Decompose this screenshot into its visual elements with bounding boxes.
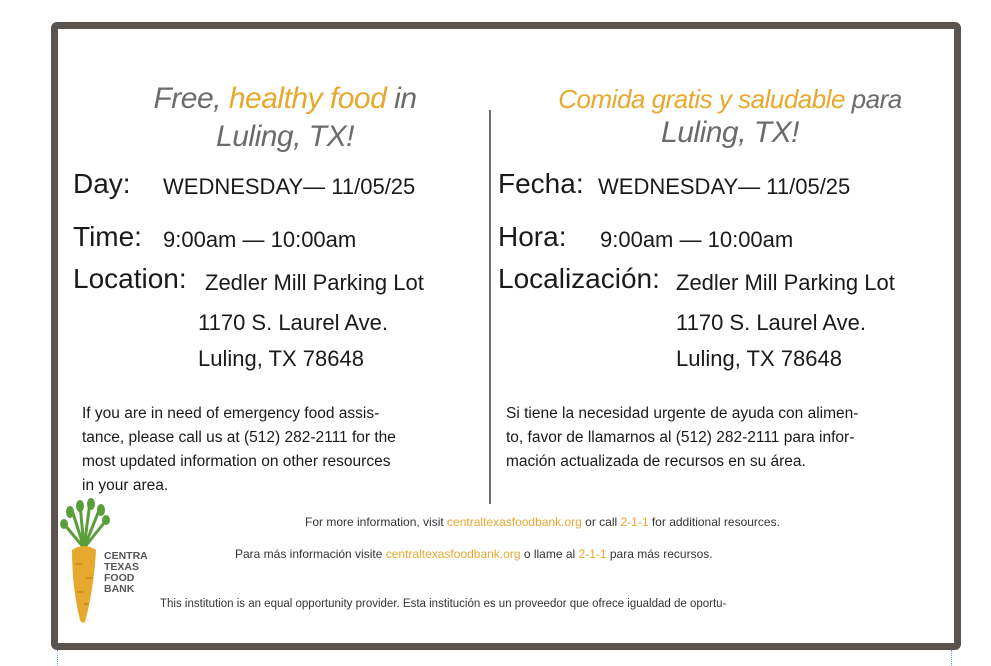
right-time-label: Hora: <box>498 221 567 252</box>
column-divider <box>489 110 491 504</box>
right-title-text-end: para <box>844 84 902 114</box>
right-location-line1: Zedler Mill Parking Lot <box>676 270 895 295</box>
left-title-highlight: healthy food <box>228 82 387 115</box>
right-location-line2: 1170 S. Laurel Ave. <box>676 310 866 335</box>
right-title-highlight: Comida gratis y saludable <box>558 84 845 114</box>
logo-line: FOOD <box>104 572 135 584</box>
right-note-line: to, favor de llamarnos al (512) 282-2111 para infor- <box>506 429 855 446</box>
page-guide-right <box>951 650 952 666</box>
left-location-line3: Luling, TX 78648 <box>198 346 364 371</box>
left-note-line: If you are in need of emergency food assis- <box>82 405 380 422</box>
phone-link[interactable]: 2-1-1 <box>620 515 649 529</box>
left-location-line1: Zedler Mill Parking Lot <box>205 270 424 295</box>
logo-line: BANK <box>104 583 135 595</box>
footer-en-text: for additional resources. <box>648 515 780 529</box>
logo-wordmark <box>104 551 148 595</box>
website-link[interactable]: centraltexasfoodbank.org <box>385 547 521 561</box>
left-time-value: 9:00am — 10:00am <box>163 227 357 252</box>
right-time-value: 9:00am — 10:00am <box>600 227 794 252</box>
right-location-line3: Luling, TX 78648 <box>676 346 842 371</box>
phone-link[interactable]: 2-1-1 <box>578 547 607 561</box>
equal-opportunity-statement: This institution is an equal opportunity provider. Esta institución es un proveedor que ofrece igualdad de oportu- <box>160 598 727 610</box>
left-time-label: Time: <box>73 221 142 252</box>
left-note-line: most updated information on other resources <box>82 453 391 470</box>
right-title <box>520 82 940 150</box>
website-link[interactable]: centraltexasfoodbank.org <box>447 515 582 529</box>
footer-info-es <box>235 547 713 561</box>
left-note-line: in your area. <box>82 477 169 494</box>
left-title <box>110 80 460 156</box>
footer-es-text: para más recursos. <box>606 547 713 561</box>
left-location-label: Location: <box>73 263 187 294</box>
right-day-label: Fecha: <box>498 168 584 199</box>
left-note-line: tance, please call us at (512) 282-2111 for the <box>82 429 396 446</box>
footer-en-text: For more information, visit <box>305 515 448 529</box>
left-day-value: WEDNESDAY— 11/05/25 <box>163 174 416 199</box>
left-title-line2: Luling, TX! <box>216 120 354 153</box>
logo-line: TEXAS <box>104 561 140 573</box>
logo-line: CENTRA <box>104 550 148 562</box>
left-title-text: Free, <box>153 82 229 115</box>
left-location-line2: 1170 S. Laurel Ave. <box>198 310 388 335</box>
carrot-icon <box>58 498 110 628</box>
left-day-label: Day: <box>73 168 131 199</box>
right-title-line2: Luling, TX! <box>661 116 799 149</box>
right-note <box>506 402 936 474</box>
footer-info-en <box>305 515 780 529</box>
right-note-line: Si tiene la necesidad urgente de ayuda con alimen- <box>506 405 859 422</box>
page-guide-left <box>57 650 58 666</box>
footer-es-text: o llame al <box>520 547 579 561</box>
right-note-line: mación actualizada de recursos en su área. <box>506 453 806 470</box>
footer-en-text: or call <box>581 515 621 529</box>
right-day-value: WEDNESDAY— 11/05/25 <box>598 174 851 199</box>
left-note <box>82 402 477 498</box>
right-location-label: Localización: <box>498 263 660 294</box>
left-title-text-end: in <box>386 82 417 115</box>
footer-es-text: Para más información visite <box>235 547 386 561</box>
